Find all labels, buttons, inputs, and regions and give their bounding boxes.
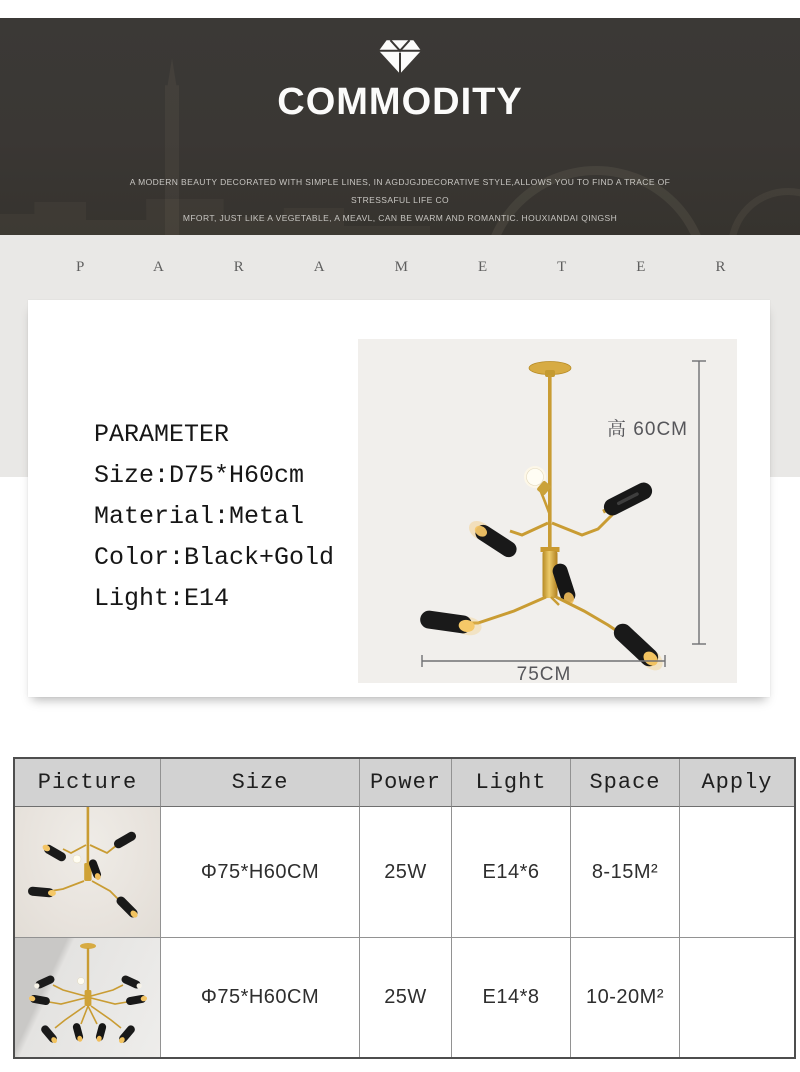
column-header-picture: Picture <box>15 759 161 807</box>
hero-description-line: MFORT, JUST LIKE A VEGETABLE, A MEAVL, CAN BE WARM AND ROMANTIC. HOUXIANDAI QINGSH <box>182 213 618 223</box>
ceiling-mount <box>529 362 571 378</box>
hanging-rod <box>548 375 552 551</box>
space-cell: 10-20M² <box>571 938 680 1057</box>
height-dimension-label: 高 60CM <box>607 419 688 440</box>
parameter-line-color: Color:Black+Gold <box>94 543 335 572</box>
column-header-power: Power <box>360 759 452 807</box>
bridge-arch-silhouette <box>728 188 800 235</box>
parameter-line-light: Light:E14 <box>94 584 230 613</box>
hero-section <box>0 18 800 235</box>
size-cell: Φ75*H60CM <box>161 938 360 1057</box>
table-row <box>15 807 794 938</box>
parameter-panel <box>28 300 770 697</box>
column-header-size: Size <box>161 759 360 807</box>
size-cell: Φ75*H60CM <box>161 807 360 938</box>
space-cell: 8-15M² <box>571 807 680 938</box>
lamp-shade <box>419 609 483 636</box>
light-cell: E14*6 <box>452 807 571 938</box>
column-header-space: Space <box>571 759 680 807</box>
power-cell: 25W <box>360 807 452 938</box>
product-figure <box>358 339 737 683</box>
parameter-line-size: Size:D75*H60cm <box>94 461 305 490</box>
lamp-shade <box>610 620 667 675</box>
parameter-details <box>94 414 334 619</box>
apply-cell <box>680 807 794 938</box>
hero-description <box>100 173 700 227</box>
lamp-shade <box>599 480 655 520</box>
column-header-light: Light <box>452 759 571 807</box>
width-dimension-label: 75CM <box>516 664 572 683</box>
height-dimension-line <box>692 361 706 644</box>
table-row <box>15 938 794 1057</box>
product-photo-6-light <box>15 807 161 938</box>
parameter-line-material: Material:Metal <box>94 502 305 531</box>
lamp-shade <box>465 517 520 561</box>
hero-description-line: A MODERN BEAUTY DECORATED WITH SIMPLE LINES, IN AGDJGJDECORATIVE STYLE,ALLOWS YOU TO FIND A TRACE OF STRESSAFUL LIFE CO <box>129 177 671 205</box>
diamond-gem-icon <box>377 37 423 81</box>
power-cell: 25W <box>360 938 452 1057</box>
parameter-heading: PARAMETER <box>94 420 230 449</box>
parameter-banner: PARAMETER <box>76 259 796 275</box>
page-title: COMMODITY <box>277 81 523 123</box>
apply-cell <box>680 938 794 1057</box>
spec-table <box>13 757 796 1059</box>
light-cell: E14*8 <box>452 938 571 1057</box>
product-photo-8-light <box>15 938 161 1057</box>
spec-table-header <box>15 759 794 807</box>
column-header-apply: Apply <box>680 759 794 807</box>
exposed-bulb <box>524 466 552 496</box>
chandelier-diagram <box>358 339 737 683</box>
